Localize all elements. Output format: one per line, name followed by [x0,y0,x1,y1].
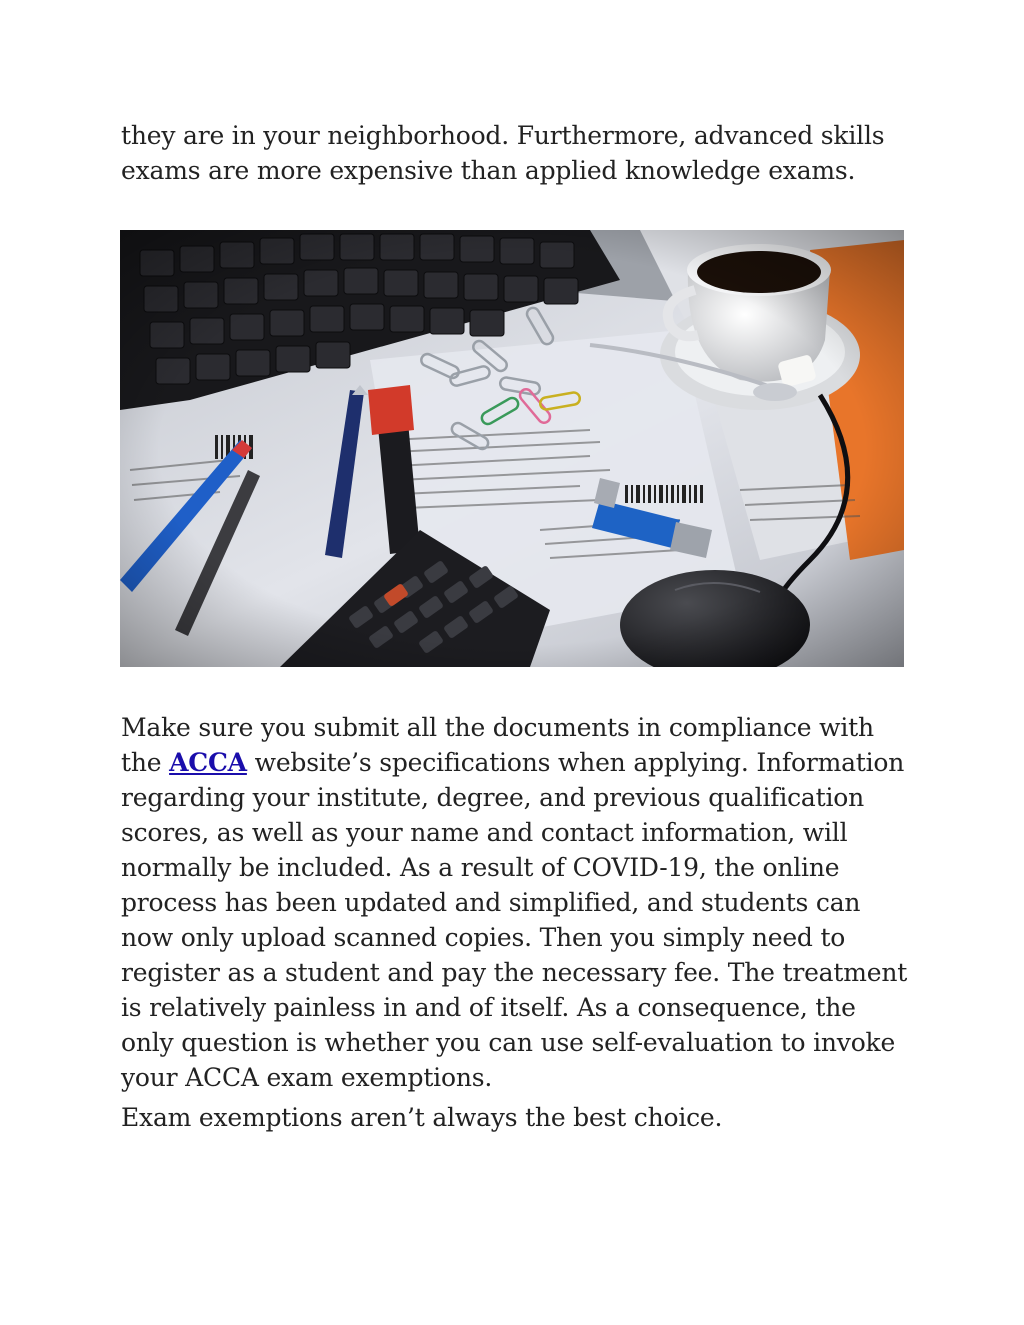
main-line-2-prefix: the [121,748,170,777]
acca-link[interactable]: ACCA [169,748,247,777]
main-body-text: website’s specifications when applying. Information regarding your institute, degree, and previous qualification scores, as well as your name and contact information, will normally be included. As a result of COVID-19, the online process has been updated and simplified, and students can now only upload scanned copies. Then you simply need to register as a student and pay the necessary fee. The treatment is relatively painless in and of itself. As a consequence, the only question is whether you can use self-evaluation to invoke your ACCA exam exemptions. [121,748,908,1092]
closing-paragraph: Exam exemptions aren’t always the best choice. [121,1103,723,1132]
main-paragraph [121,710,911,1095]
intro-line-2: exams are more expensive than applied knowledge exams. [121,156,856,185]
intro-line-1: they are in your neighborhood. Furthermore, advanced skills [121,121,885,150]
desk-photo [120,230,904,667]
main-line-1: Make sure you submit all the documents in compliance with [121,713,874,742]
intro-paragraph [121,118,911,188]
